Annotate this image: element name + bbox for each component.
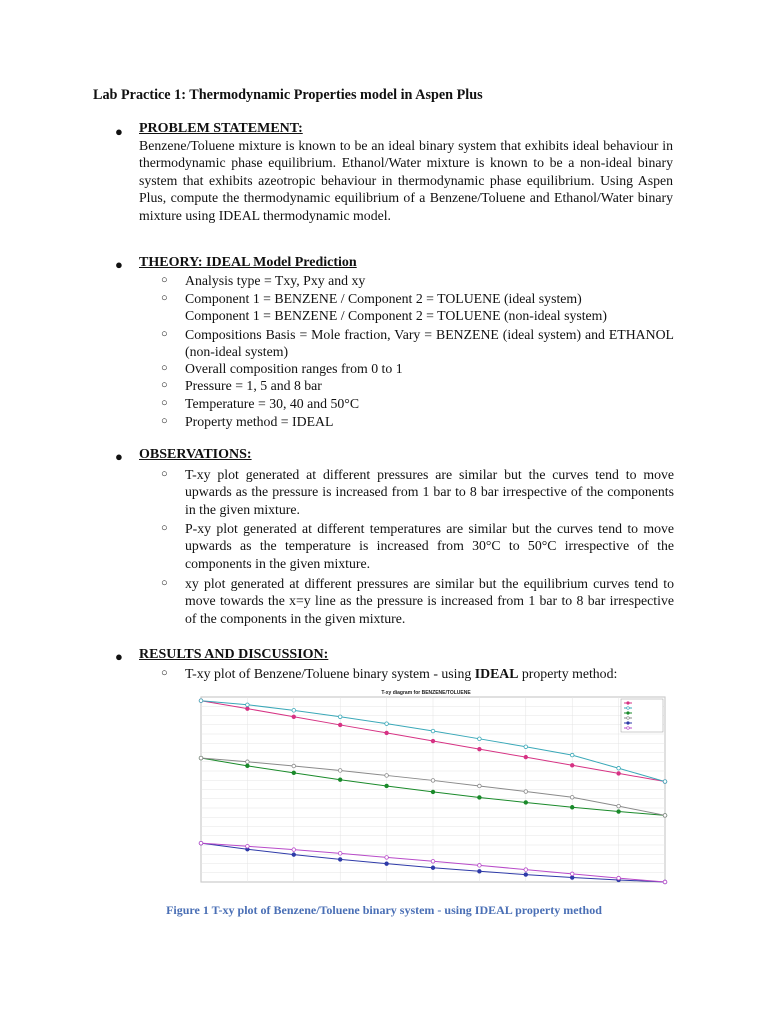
bullet: ● [115, 649, 123, 664]
data-point [663, 780, 667, 784]
txy-chart [183, 686, 669, 894]
data-point [478, 747, 482, 751]
data-point [246, 844, 250, 848]
chart-title: T-xy diagram for BENZENE/TOLUENE [381, 690, 471, 696]
data-point [478, 784, 482, 788]
data-point [478, 864, 482, 868]
data-point [431, 779, 435, 783]
data-point [617, 876, 621, 880]
data-point [246, 703, 250, 707]
problem-statement-text: Benzene/Toluene mixture is known to be an ideal binary system that exhibits ideal behaviour in thermodynamic phase equilibrium. Ethanol/Water mixture is known to be a non-ideal binary system that exhibits azeotropic behaviour in thermodynamic phase equilibrium. Using Aspen Plus, compute the thermodynamic equilibrium of a Benzene/Toluene and Ethanol/Water binary mixture using IDEAL thermodynamic model. [139, 138, 673, 223]
data-point [338, 769, 342, 773]
data-point [524, 868, 528, 872]
data-point [570, 795, 574, 799]
data-point [570, 872, 574, 876]
legend-marker [627, 702, 630, 705]
chart-grid [201, 697, 665, 882]
data-point [524, 873, 528, 877]
data-point [524, 755, 528, 759]
data-point [199, 841, 203, 845]
data-point [199, 756, 203, 760]
section-heading-problem: PROBLEM STATEMENT: [139, 121, 303, 136]
section-heading-results: RESULTS AND DISCUSSION: [139, 647, 329, 662]
data-point [570, 876, 574, 880]
data-point [478, 796, 482, 800]
data-point [570, 805, 574, 809]
legend-marker [627, 727, 630, 730]
data-point [617, 810, 621, 814]
data-point [338, 858, 342, 862]
data-point [338, 723, 342, 727]
data-point [338, 715, 342, 719]
data-point [292, 715, 296, 719]
data-point [431, 866, 435, 870]
data-point [385, 722, 389, 726]
section-heading-theory: THEORY: IDEAL Model Prediction [139, 255, 357, 270]
section-heading-observations: OBSERVATIONS: [139, 447, 252, 462]
data-point [246, 760, 250, 764]
data-point [663, 814, 667, 818]
document-title: Lab Practice 1: Thermodynamic Properties model in Aspen Plus [93, 87, 483, 103]
data-point [199, 699, 203, 703]
data-point [246, 764, 250, 768]
legend-marker [627, 707, 630, 710]
chart-legend [621, 699, 663, 732]
data-point [431, 729, 435, 733]
data-point [338, 778, 342, 782]
data-point [524, 745, 528, 749]
data-point [292, 848, 296, 852]
data-point [246, 707, 250, 711]
txy-chart-svg [183, 686, 669, 894]
data-point [431, 859, 435, 863]
data-point [431, 739, 435, 743]
data-point [385, 731, 389, 735]
data-point [570, 763, 574, 767]
data-point [292, 709, 296, 713]
data-point [292, 853, 296, 857]
data-point [292, 771, 296, 775]
results-item-bold: IDEAL [474, 666, 519, 681]
data-point [663, 880, 667, 884]
bullet: ● [115, 449, 123, 464]
data-point [385, 774, 389, 778]
data-point [385, 784, 389, 788]
results-item-suffix: property method: [521, 666, 618, 681]
data-point [385, 856, 389, 860]
legend-marker [627, 722, 630, 725]
data-point [617, 772, 621, 776]
data-point [385, 862, 389, 866]
data-point [524, 801, 528, 805]
data-point [338, 852, 342, 856]
data-point [478, 737, 482, 741]
bullet: ● [115, 257, 123, 272]
data-point [478, 869, 482, 873]
data-point [524, 790, 528, 794]
figure-caption: Figure 1 T-xy plot of Benzene/Toluene binary system - using IDEAL property method [166, 903, 602, 917]
data-point [570, 753, 574, 757]
data-point [617, 804, 621, 808]
legend-marker [627, 712, 630, 715]
bullet: ● [115, 124, 123, 139]
results-item-text: T-xy plot of Benzene/Toluene binary system - using [185, 666, 472, 681]
data-point [617, 766, 621, 770]
legend-marker [627, 717, 630, 720]
data-point [292, 764, 296, 768]
data-point [431, 790, 435, 794]
